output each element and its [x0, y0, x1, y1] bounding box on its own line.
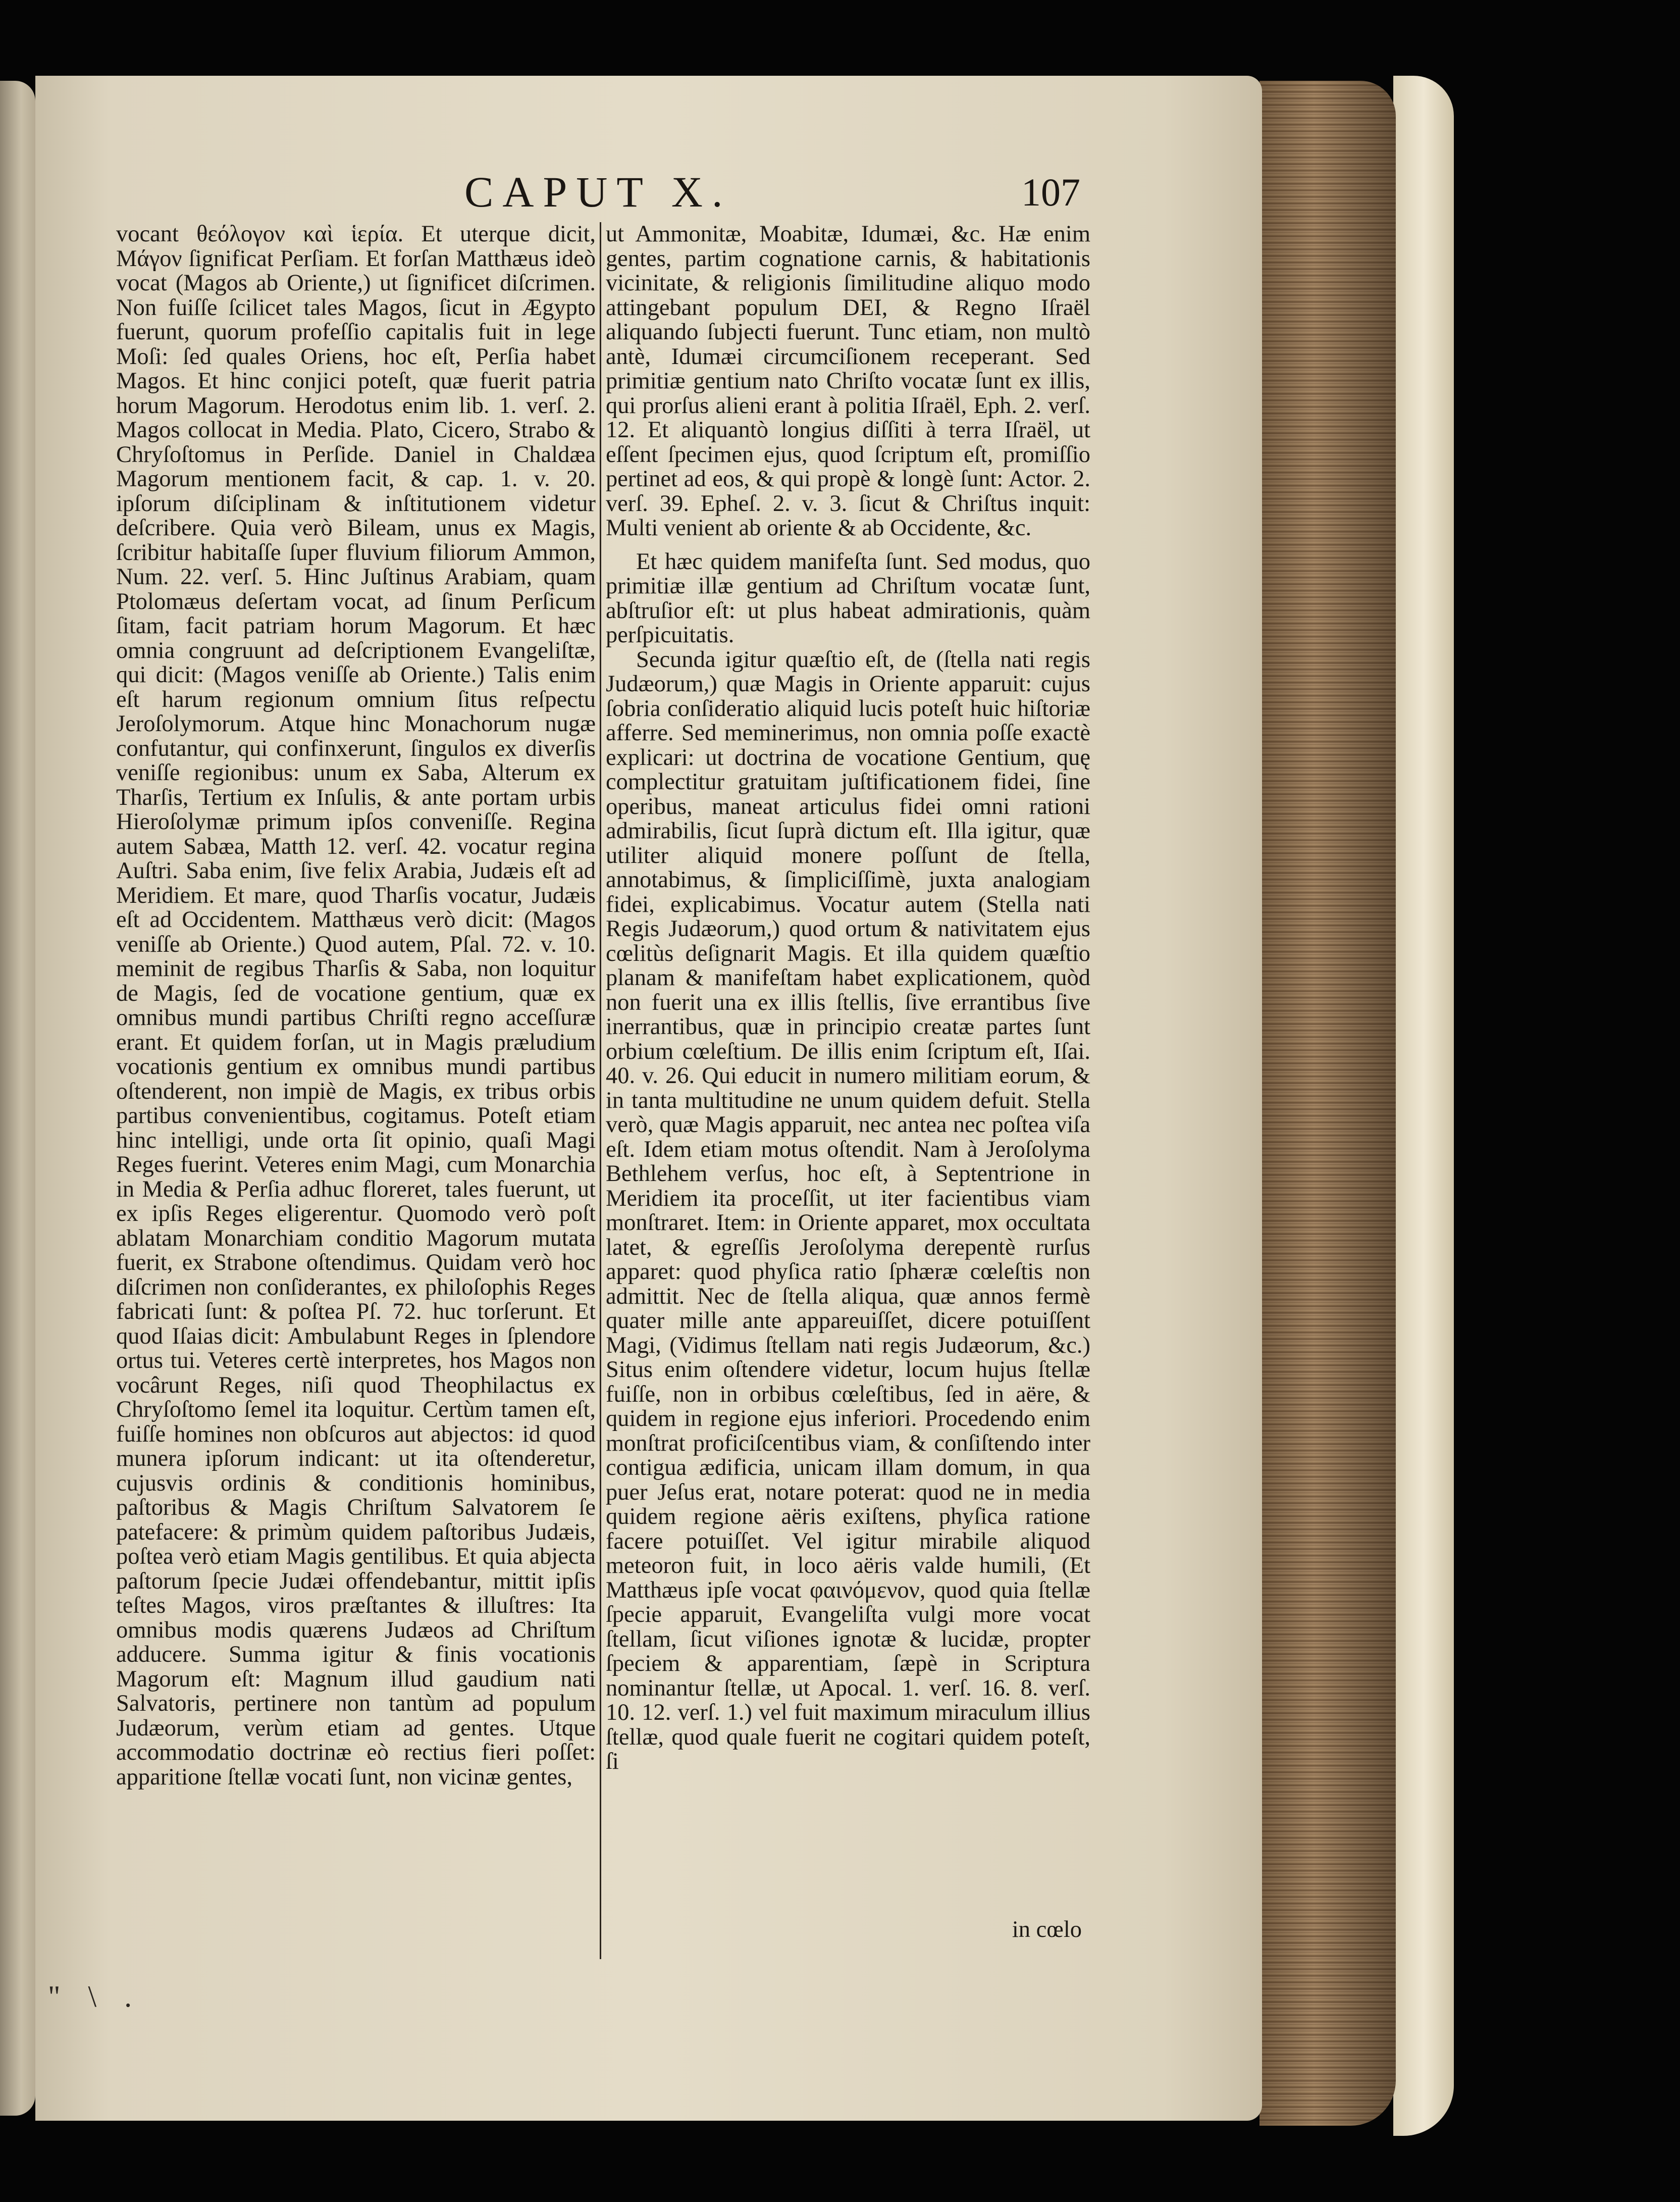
running-header — [464, 167, 1080, 222]
running-title: CAPUT X. — [464, 168, 732, 216]
margin-marks: " \ . — [48, 1980, 142, 2013]
left-text-column — [116, 222, 596, 1789]
book-cover-edge — [1393, 76, 1454, 2136]
right-paragraph-3: Secunda igitur quæſtio eſt, de (ſtella nati regis Judæorum,) quæ Magis in Oriente apparuit: cujus ſobria conſideratio aliquid lucis poteſt huic hiſtoriæ afferre. Sed meminerimus, non omnia poſſe exactè explicari: ut doctrina de vocatione Gentium, quę complectitur gratuitam juſtificationem fidei, ſine operibus, maneat articulus fidei omni rationi admirabilis, ſicut ſuprà dictum eſt. Illa igitur, quæ utiliter aliquid monere poſſunt de ſtella, annotabimus, & ſimpliciſſimè, juxta analogiam fidei, explicabimus. Vocatur autem (Stella nati Regis Judæorum,) quod ortum & nativitatem ejus cœlitùs deſignarit Magis. Et illa quidem quæſtio planam & manifeſtam habet explicationem, quòd non fuerit una ex illis ſtellis, ſive errantibus ſive inerrantibus, quæ in principio creatæ partes ſunt orbium cœleſtium. De illis enim ſcriptum eſt, Iſai. 40. v. 26. Qui educit in numero militiam eorum, & in tanta multitudine ne unum quidem defuit. Stella verò, quæ Magis apparuit, nec antea nec poſtea viſa eſt. Idem etiam motus oſtendit. Nam à Jeroſolyma Bethlehem verſus, hoc eſt, à Septentrione in Meridiem ita proceſſit, ut iter facientibus viam monſtraret. Item: in Oriente apparet, mox occultata latet, & egreſſis Jeroſolyma derepentè rurſus apparet: quod phyſica ratio ſphæræ cœleſtis non admittit. Nec de ſtella aliqua, quæ annos fermè quater mille ante appareuiſſet, dicere potuiſſent Magi, (Vidimus ſtellam nati regis Judæorum, &c.) Situs enim oſtendere videtur, locum hujus ſtellæ fuiſſe, non in orbibus cœleſtibus, ſed in aëre, & quidem in regione ejus inferiori. Procedendo enim monſtrat proficiſcentibus viam, & conſiſtendo inter contigua ædificia, unicam illam domum, in qua puer Jeſus erat, notare poterat: quod ne in media quidem regione aëris exiſtens, phyſica ratione facere potuiſſet. Vel igitur mirabile aliquod meteoron fuit, in loco aëris valde humili, (Et Matthæus ipſe vocat φαινόμενον, quod quia ſtellæ ſpecie apparuit, Evangeliſta vulgi more vocat ſtellam, ſicut viſiones ignotæ & lucidæ, propter ſpeciem & apparentiam, ſæpè in Scriptura nominantur ſtellæ, ut Apocal. 1. verſ. 16. 8. verſ. 10. 12. verſ. 1.) vel fuit maximum miraculum illius ſtellæ, quod quale fuerit ne cogitari quidem poteſt, ſi — [606, 646, 1090, 1774]
right-text-column — [606, 222, 1090, 1774]
catchword: in cœlo — [1012, 1917, 1082, 1942]
page-number: 107 — [1021, 170, 1080, 214]
left-paragraph-1: vocant θεόλογον καὶ ἱερία. Et uterque dicit, Μάγον ſignificat Perſiam. Et forſan Matthæus ideò vocat (Magos ab Oriente,) ut ſignificet diſcrimen. Non fuiſſe ſcilicet tales Magos, ſicut in Ægypto fuerunt, quorum profeſſio capitalis fuit in lege Moſi: ſed quales Oriens, hoc eſt, Perſia habet Magos. Et hinc conjici poteſt, quæ fuerit patria horum Magorum. Herodotus enim lib. 1. verſ. 2. Magos collocat in Media. Plato, Cicero, Strabo & Chryſoſtomus in Perſide. Daniel in Chaldæa Magorum mentionem facit, & cap. 1. v. 20. ipſorum diſciplinam & inſtitutionem videtur deſcribere. Quia verò Bileam, unus ex Magis, ſcribitur habitaſſe ſuper fluvium filiorum Ammon, Num. 22. verſ. 5. Hinc Juſtinus Arabiam, quam Ptolomæus deſertam vocat, ad ſinum Perſicum ſitam, facit patriam horum Magorum. Et hæc omnia congruunt ad deſcriptionem Evangeliſtæ, qui dicit: (Magos veniſſe ab Oriente.) Talis enim eſt harum regionum omnium ſitus reſpectu Jeroſolymorum. Atque hinc Monachorum nugæ confutantur, qui confinxerunt, ſingulos ex diverſis veniſſe regionibus: unum ex Saba, Alterum ex Tharſis, Tertium ex Inſulis, & ante portam urbis Hieroſolymæ primum ipſos conveniſſe. Regina autem Sabæa, Matth 12. verſ. 42. vocatur regina Auſtri. Saba enim, ſive felix Arabia, Judæis eſt ad Meridiem. Et mare, quod Tharſis vocatur, Judæis eſt ad Occidentem. Matthæus verò dicit: (Magos veniſſe ab Oriente.) Quod autem, Pſal. 72. v. 10. meminit de regibus Tharſis & Saba, non loquitur de Magis, ſed de vocatione gentium, quæ ex omnibus mundi partibus Chriſti regno acceſſuræ erant. Et quidem forſan, ut in Magis præludium vocationis gentium ex omnibus mundi partibus oſtenderent, non impiè de Magis, ex tribus orbis partibus convenientibus, cogitamus. Poteſt etiam hinc intelligi, unde orta ſit opinio, quaſi Magi Reges fuerint. Veteres enim Magi, cum Monarchia in Media & Perſia adhuc floreret, tales fuerunt, ut ex ipſis Reges eligerentur. Quomodo verò poſt ablatam Monarchiam conditio Magorum mutata fuerit, ex Strabone oſtendimus. Quidam verò hoc diſcrimen non conſiderantes, ex philoſophis Reges fabricati ſunt: & poſtea Pſ. 72. huc torſerunt. Et quod Iſaias dicit: Ambulabunt Reges in ſplendore ortus tui. Veteres certè interpretes, hos Magos non vocârunt Reges, niſi quod Theophilactus ex Chryſoſtomo ſemel ita loquitur. Certùm tamen eſt, fuiſſe homines non obſcuros aut abjectos: id quod munera ipſorum indicant: ut ita oſtenderetur, cujusvis ordinis & conditionis hominibus, paſtoribus & Magis Chriſtum Salvatorem ſe patefacere: & primùm quidem paſtoribus Judæis, poſtea verò etiam Magis gentilibus. Et quia abjecta paſtorum ſpecie Judæi offendebantur, mittit ipſis teſtes Magos, viros præſtantes & illuſtres: Ita omnibus modis quærens Judæos ad Chriſtum adducere. Summa igitur & finis vocationis Magorum eſt: Magnum illud gaudium nati Salvatoris, pertinere non tantùm ad populum Judæorum, verùm etiam ad gentes. Utque accommodatio doctrinæ eò rectius fieri poſſet: apparitione ſtellæ vocati ſunt, non vicinæ gentes, — [116, 221, 596, 1790]
right-paragraph-1: ut Ammonitæ, Moabitæ, Idumæi, &c. Hæ enim gentes, partim cognatione carnis, & habitationis vicinitate, & religionis ſimilitudine aliquo modo attingebant populum DEI, & Regno Iſraël aliquando ſubjecti fuerunt. Tunc etiam, non multò antè, Idumæi circumciſionem receperant. Sed primitiæ gentium nato Chriſto vocatæ ſunt ex illis, qui prorſus alieni erant à politia Iſraël, Eph. 2. verſ. 12. Et aliquantò longius diſſiti à terra Iſraël, ut eſſent ſpecimen ejus, quod ſcriptum eſt, promiſſio pertinet ad eos, & qui propè & longè ſunt: Actor. 2. verſ. 39. Epheſ. 2. v. 3. ſicut & Chriſtus inquit: Multi venient ab oriente & ab Occidente, &c. — [606, 221, 1090, 541]
previous-page-edge — [0, 81, 35, 2116]
column-rule — [600, 222, 601, 1959]
page-fore-edge-shading — [1259, 81, 1396, 2126]
right-paragraph-2: Et hæc quidem manifeſta ſunt. Sed modus, quo primitiæ illæ gentium ad Chriſtum vocatæ ſunt, abſtruſior eſt: ut plus habeat admirationis, quàm perſpicuitatis. — [606, 548, 1090, 648]
